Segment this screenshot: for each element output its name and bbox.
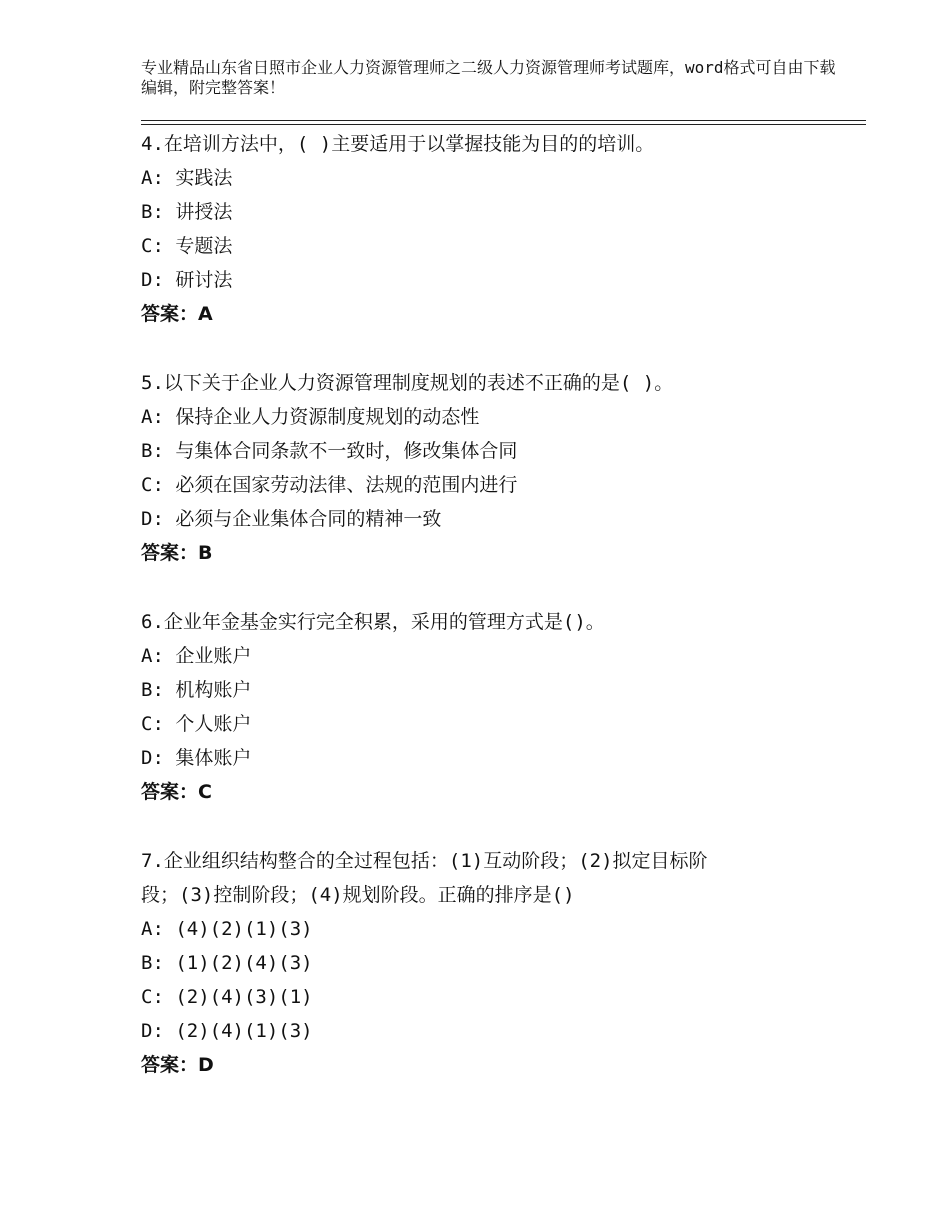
header-divider-bottom (141, 124, 866, 125)
question-5 (141, 366, 831, 570)
option-b: B: 与集体合同条款不一致时，修改集体合同 (141, 440, 518, 462)
option-c: C: 专题法 (141, 235, 233, 257)
question-stem-line-1: 7.企业组织结构整合的全过程包括：(1)互动阶段；(2)拟定目标阶 (141, 850, 708, 872)
answer: 答案：B (141, 542, 213, 564)
option-c: C: (2)(4)(3)(1) (141, 986, 313, 1008)
answer: 答案：C (141, 781, 212, 803)
answer: 答案：D (141, 1054, 214, 1076)
option-a: A: 实践法 (141, 167, 233, 189)
question-6 (141, 605, 831, 809)
option-b: B: (1)(2)(4)(3) (141, 952, 313, 974)
option-d: D: 研讨法 (141, 269, 233, 291)
question-stem: 4.在培训方法中，( )主要适用于以掌握技能为目的的培训。 (141, 133, 655, 155)
question-7 (141, 844, 831, 1082)
question-stem: 6.企业年金基金实行完全积累，采用的管理方式是()。 (141, 611, 605, 633)
option-b: B: 讲授法 (141, 201, 233, 223)
question-stem: 5.以下关于企业人力资源管理制度规划的表述不正确的是( )。 (141, 372, 674, 394)
option-c: C: 个人账户 (141, 713, 252, 735)
header-divider-top (141, 120, 866, 121)
option-d: D: (2)(4)(1)(3) (141, 1020, 313, 1042)
option-c: C: 必须在国家劳动法律、法规的范围内进行 (141, 474, 518, 496)
answer: 答案：A (141, 303, 213, 325)
option-b: B: 机构账户 (141, 679, 252, 701)
question-stem-line-2: 段；(3)控制阶段；(4)规划阶段。正确的排序是() (141, 884, 575, 906)
option-a: A: 企业账户 (141, 645, 252, 667)
option-a: A: (4)(2)(1)(3) (141, 918, 313, 940)
option-d: D: 集体账户 (141, 747, 252, 769)
question-4 (141, 127, 831, 331)
option-d: D: 必须与企业集体合同的精神一致 (141, 508, 442, 530)
option-a: A: 保持企业人力资源制度规划的动态性 (141, 406, 480, 428)
document-header: 专业精品山东省日照市企业人力资源管理师之二级人力资源管理师考试题库，word格式可自由下载编辑，附完整答案！ (141, 58, 836, 97)
